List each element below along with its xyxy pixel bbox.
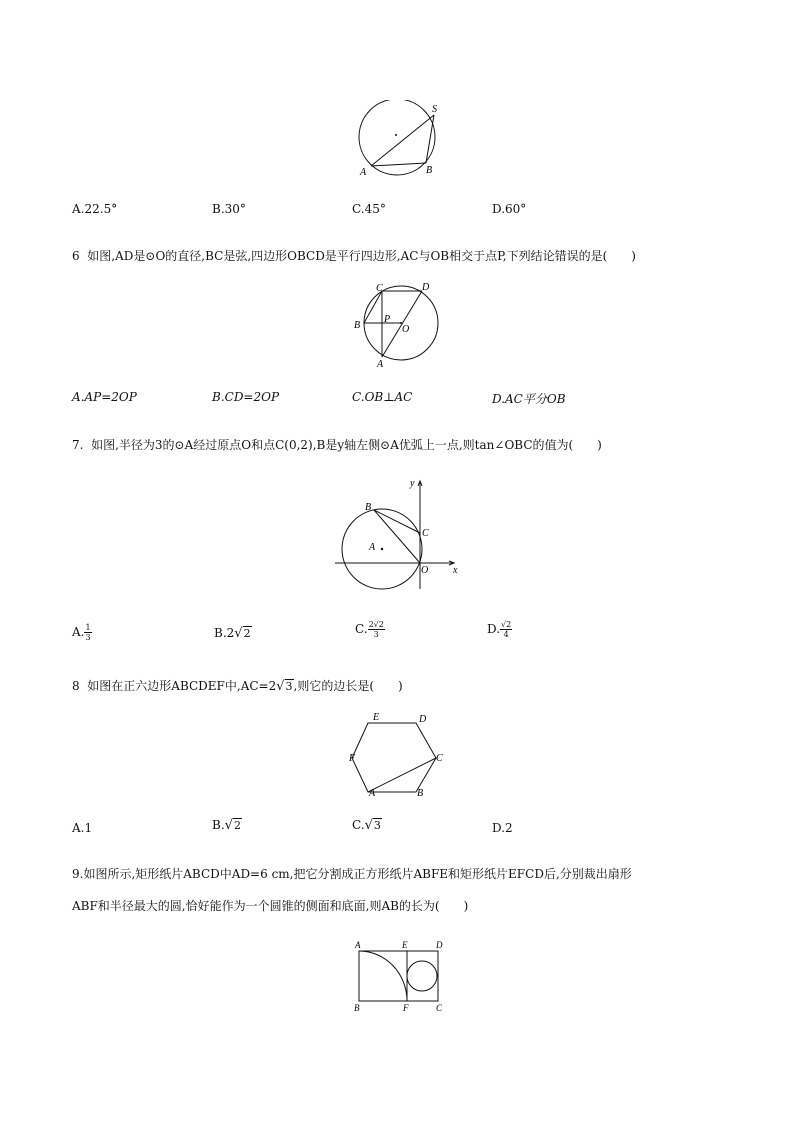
q8-label-c: C <box>436 753 443 764</box>
q9-label-f: F <box>403 1003 409 1013</box>
q7-option-a-num: 1 <box>85 623 91 632</box>
q7-label-x: x <box>453 565 458 576</box>
q5-figure <box>350 100 450 182</box>
q6-label-a: A <box>377 359 384 370</box>
q9-stem-line1: 9.如图所示,矩形纸片ABCD中AD=6 cm,把它分割成正方形纸片ABFE和矩形纸片EFCD后,分别裁出扇形 <box>72 867 632 881</box>
q9-label-b: B <box>354 1003 360 1013</box>
q5-option-d[interactable]: D.60° <box>492 202 527 216</box>
q6-label-c: C <box>376 283 383 294</box>
q6-option-c[interactable]: C.OB⊥AC <box>352 390 413 404</box>
q8-option-d[interactable]: D.2 <box>492 821 513 835</box>
q7-option-c-den: 3 <box>373 630 379 639</box>
q8-label-d: D <box>419 714 427 725</box>
q5-option-c[interactable]: C.45° <box>352 202 386 216</box>
q7-stem <box>72 436 602 453</box>
q6-number: 6 <box>72 249 80 263</box>
sqrt-icon: √ <box>234 626 243 641</box>
q5-label-a: A <box>360 167 367 178</box>
q8-option-b-prefix: B. <box>212 818 225 832</box>
q8-text-after: ,则它的边长是( ) <box>293 679 403 693</box>
q5-option-b[interactable]: B.30° <box>212 202 246 216</box>
q9-label-d: D <box>436 940 443 950</box>
q8-option-b[interactable] <box>212 818 242 833</box>
sqrt-icon: √ <box>364 818 373 833</box>
q8-option-c[interactable] <box>352 818 382 833</box>
q9-label-a: A <box>355 940 361 950</box>
q5-label-b: B <box>426 165 433 176</box>
q6-option-b[interactable]: B.CD=2OP <box>212 390 280 404</box>
q7-label-o: O <box>421 565 429 576</box>
q7-label-c: C <box>422 528 429 539</box>
q6-label-d: D <box>422 282 430 293</box>
q6-option-d[interactable]: D.AC平分OB <box>492 392 566 406</box>
q7-option-a[interactable] <box>72 623 92 642</box>
q6-label-p: P <box>384 314 391 325</box>
q7-label-y: y <box>410 478 415 489</box>
q7-option-c[interactable] <box>355 620 385 639</box>
q8-option-c-prefix: C. <box>352 818 365 832</box>
q7-option-d-fraction <box>500 620 512 639</box>
q6-label-o: O <box>402 324 410 335</box>
q8-option-b-radical <box>225 818 242 833</box>
q7-option-d[interactable] <box>487 620 512 639</box>
q7-option-d-num: √2 <box>501 620 512 629</box>
q8-option-b-radicand: 2 <box>233 819 241 832</box>
q7-option-b[interactable] <box>214 626 252 641</box>
q7-option-a-prefix: A. <box>72 625 85 639</box>
q7-option-b-radical <box>234 626 251 641</box>
q7-text: 如图,半径为3的⊙A经过原点O和点C(0,2),B是y轴左侧⊙A优弧上一点,则tan∠OBC的值为( ) <box>91 438 602 452</box>
q6-figure <box>350 280 446 370</box>
q8-label-b: B <box>417 788 424 799</box>
q7-number: 7. <box>72 438 84 452</box>
q5-label-s: S <box>432 104 437 115</box>
q9-figure <box>350 937 450 1015</box>
q8-option-a[interactable]: A.1 <box>72 821 93 835</box>
sqrt-icon: √ <box>276 679 285 694</box>
q8-label-a: A <box>369 788 376 799</box>
sqrt-icon: √ <box>224 818 233 833</box>
q8-radicand: 3 <box>285 680 293 693</box>
q7-option-d-den: 4 <box>503 630 509 639</box>
q7-label-b: B <box>365 502 372 513</box>
q8-text-before: 如图在正六边形ABCDEF中,AC=2 <box>87 679 277 693</box>
q7-option-c-fraction <box>368 620 385 639</box>
q8-radical <box>276 679 293 694</box>
q7-figure <box>332 473 462 593</box>
q7-option-d-prefix: D. <box>487 622 501 636</box>
q8-figure <box>345 710 450 800</box>
q7-label-a: A <box>369 542 376 553</box>
q7-option-c-prefix: C. <box>355 622 368 636</box>
q5-option-a[interactable]: A.22.5° <box>72 202 118 216</box>
q8-label-f: F <box>349 753 356 764</box>
q7-option-a-den: 3 <box>85 633 91 642</box>
q6-option-a[interactable]: A.AP=2OP <box>72 390 137 404</box>
q6-stem <box>72 247 636 264</box>
q7-option-b-prefix: B.2 <box>214 626 235 640</box>
q6-label-b: B <box>354 320 361 331</box>
q9-label-e: E <box>402 940 408 950</box>
q7-option-b-radicand: 2 <box>243 627 251 640</box>
q9-label-c: C <box>436 1003 443 1013</box>
q6-text: 如图,AD是⊙O的直径,BC是弦,四边形OBCD是平行四边形,AC与OB相交于点P,下列结论错误的是( ) <box>87 249 636 263</box>
q8-option-c-radical <box>365 818 382 833</box>
q8-option-c-radicand: 3 <box>373 819 381 832</box>
q8-label-e: E <box>373 712 380 723</box>
q7-option-c-num: 2√2 <box>368 620 384 629</box>
q8-stem <box>72 677 403 694</box>
q7-option-a-fraction <box>84 623 91 642</box>
q8-number: 8 <box>72 679 80 693</box>
q9-stem-line2: ABF和半径最大的圆,恰好能作为一个圆锥的侧面和底面,则AB的长为( ) <box>72 899 469 913</box>
